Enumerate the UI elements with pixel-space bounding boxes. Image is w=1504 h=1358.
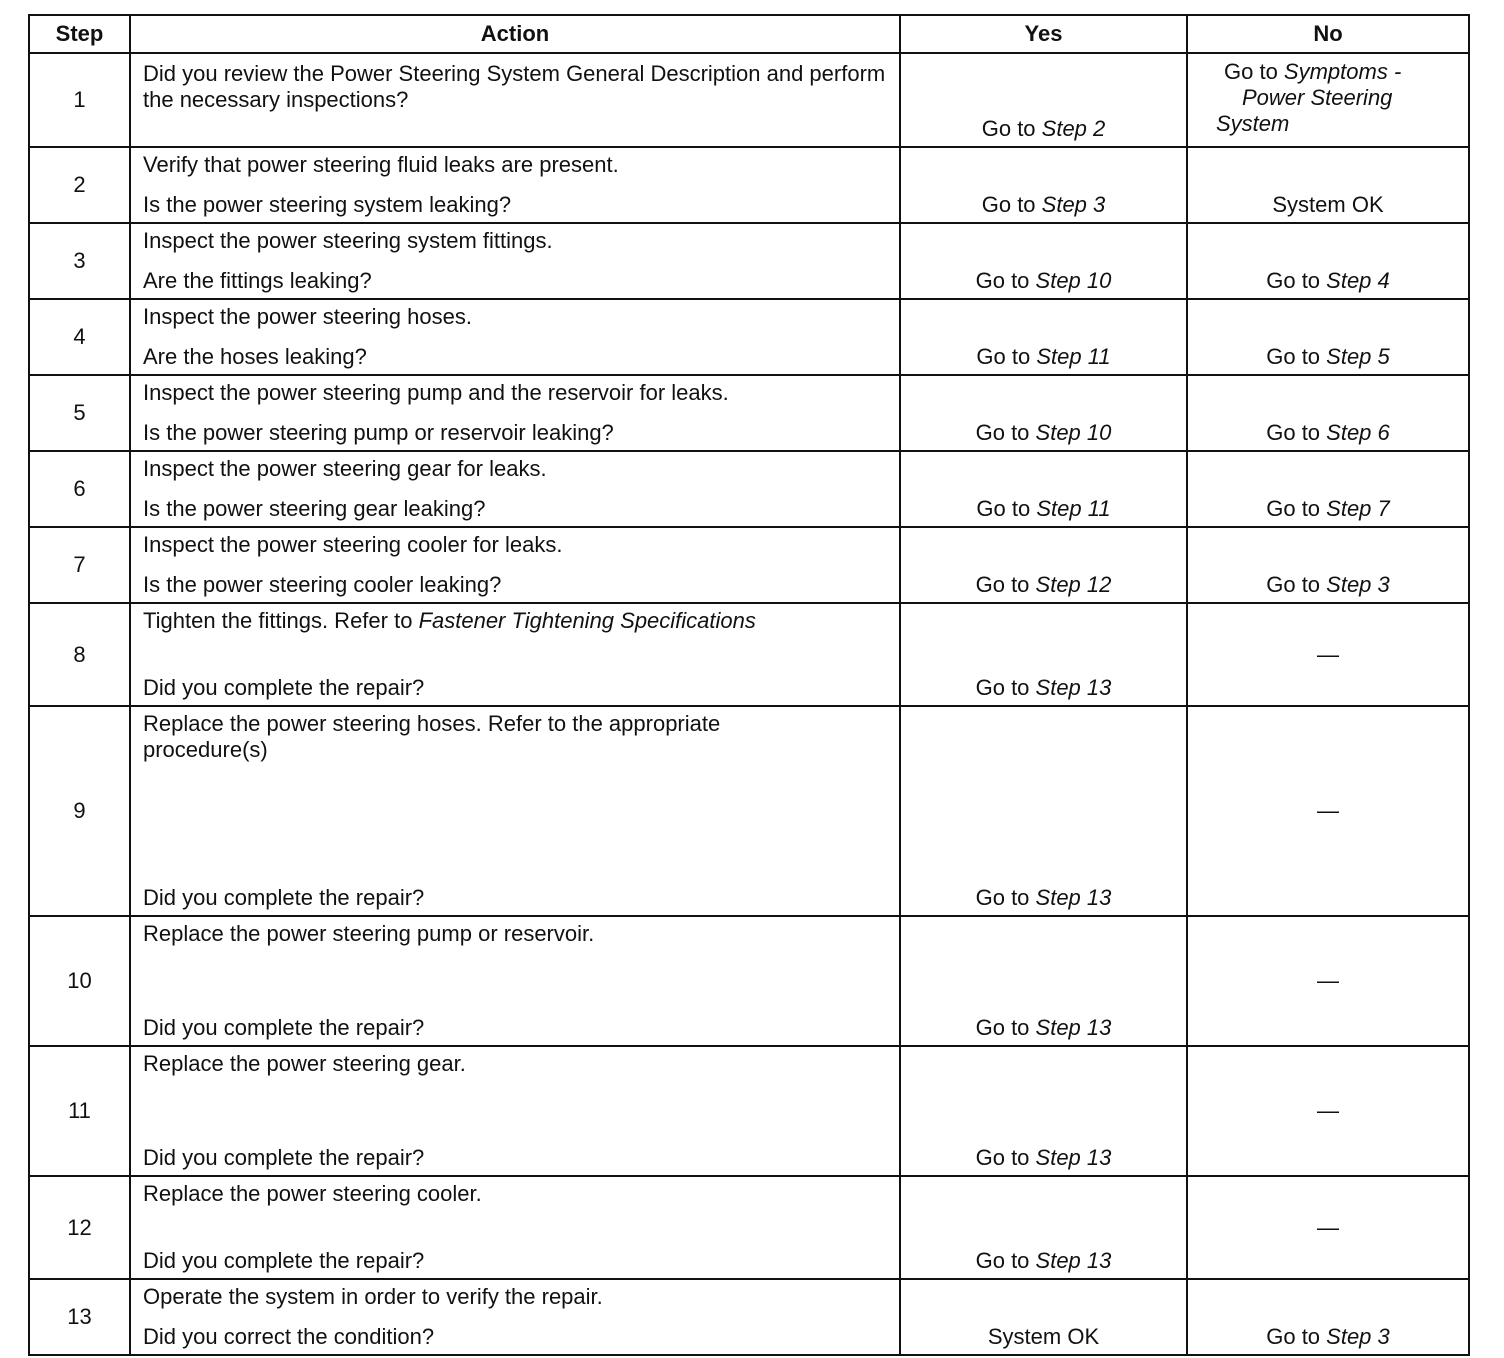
action-text: Inspect the power steering gear for leaks.	[143, 456, 547, 481]
step-number: 7	[29, 527, 130, 603]
table-row	[29, 706, 1469, 916]
yes-prefix: Go to	[975, 420, 1036, 445]
yes-cell	[900, 603, 1187, 706]
action-text: Did you review the Power Steering System General Description and perform the necessary inspections?	[143, 61, 886, 112]
action-question: Did you complete the repair?	[143, 1015, 425, 1040]
header-no: No	[1187, 15, 1469, 53]
no-cell	[1187, 706, 1469, 916]
fastener-spec-link[interactable]: Fastener Tightening Specifications	[418, 608, 756, 633]
table-row	[29, 1176, 1469, 1279]
no-link-symptoms[interactable]: Symptoms -	[1283, 59, 1402, 84]
header-action: Action	[130, 15, 900, 53]
no-cell	[1187, 375, 1469, 451]
no-step-link[interactable]: Step 3	[1326, 1324, 1390, 1349]
action-cell	[130, 603, 900, 706]
yes-prefix: Go to	[976, 344, 1037, 369]
no-dash: —	[1317, 1214, 1339, 1240]
yes-cell	[900, 375, 1187, 451]
yes-prefix: Go to	[981, 116, 1042, 141]
action-cell	[130, 916, 900, 1046]
action-cell	[130, 375, 900, 451]
yes-prefix: Go to	[976, 496, 1037, 521]
action-question: Are the hoses leaking?	[143, 344, 367, 369]
no-step-link[interactable]: Step 3	[1326, 572, 1390, 597]
action-text: Operate the system in order to verify the repair.	[143, 1284, 603, 1309]
step-number: 2	[29, 147, 130, 223]
no-text: System OK	[1272, 192, 1384, 217]
no-prefix: Go to	[1266, 420, 1327, 445]
step-number: 12	[29, 1176, 130, 1279]
action-cell	[130, 223, 900, 299]
no-cell	[1187, 1279, 1469, 1355]
no-step-link[interactable]: Step 4	[1326, 268, 1390, 293]
step-number: 8	[29, 603, 130, 706]
yes-prefix: Go to	[981, 192, 1042, 217]
action-question: Did you complete the repair?	[143, 675, 425, 700]
table-row	[29, 451, 1469, 527]
table-row	[29, 375, 1469, 451]
action-text: Tighten the fittings. Refer to	[143, 608, 419, 633]
no-cell	[1187, 1176, 1469, 1279]
yes-prefix: Go to	[975, 1145, 1036, 1170]
action-question: Is the power steering cooler leaking?	[143, 572, 502, 597]
yes-cell	[900, 147, 1187, 223]
no-link-system[interactable]: System	[1216, 111, 1290, 136]
action-cell	[130, 706, 900, 916]
yes-cell	[900, 1279, 1187, 1355]
yes-step-link[interactable]: Step 13	[1035, 675, 1112, 700]
action-cell	[130, 451, 900, 527]
yes-prefix: Go to	[975, 885, 1036, 910]
header-step: Step	[29, 15, 130, 53]
no-prefix: Go to	[1266, 1324, 1327, 1349]
no-step-link[interactable]: Step 7	[1326, 496, 1390, 521]
yes-prefix: Go to	[975, 675, 1036, 700]
table-row	[29, 603, 1469, 706]
yes-step-link[interactable]: Step 11	[1036, 496, 1111, 521]
step-number: 13	[29, 1279, 130, 1355]
no-dash: —	[1317, 968, 1339, 993]
no-dash: —	[1317, 1098, 1339, 1123]
action-text: Inspect the power steering hoses.	[143, 304, 472, 329]
no-cell	[1187, 603, 1469, 706]
header-yes: Yes	[900, 15, 1187, 53]
yes-step-link[interactable]: Step 10	[1035, 268, 1112, 293]
action-text: Verify that power steering fluid leaks are present.	[143, 152, 619, 177]
action-question: Did you complete the repair?	[143, 885, 425, 910]
table-row	[29, 53, 1469, 147]
yes-cell	[900, 527, 1187, 603]
no-link-power-steering[interactable]: Power Steering	[1242, 85, 1393, 110]
table-row	[29, 223, 1469, 299]
action-cell	[130, 299, 900, 375]
step-number: 1	[29, 53, 130, 147]
no-prefix: Go to	[1266, 268, 1327, 293]
action-question: Did you complete the repair?	[143, 1248, 425, 1273]
yes-step-link[interactable]: Step 13	[1035, 1145, 1112, 1170]
action-text: Replace the power steering cooler.	[143, 1181, 482, 1206]
action-question: Are the fittings leaking?	[143, 268, 372, 293]
action-cell	[130, 1279, 900, 1355]
table-row	[29, 1279, 1469, 1355]
no-cell	[1187, 451, 1469, 527]
action-cell	[130, 53, 900, 147]
action-question: Did you correct the condition?	[143, 1324, 435, 1349]
no-step-link[interactable]: Step 5	[1326, 344, 1390, 369]
action-text: Inspect the power steering pump and the reservoir for leaks.	[143, 380, 729, 405]
action-text: Inspect the power steering system fittings.	[143, 228, 553, 253]
no-cell	[1187, 223, 1469, 299]
action-cell	[130, 147, 900, 223]
no-cell	[1187, 527, 1469, 603]
yes-prefix: Go to	[975, 268, 1036, 293]
yes-cell	[900, 706, 1187, 916]
yes-step-link[interactable]: Step 2	[1041, 116, 1106, 141]
yes-cell	[900, 451, 1187, 527]
yes-cell	[900, 223, 1187, 299]
yes-step-link[interactable]: Step 12	[1035, 572, 1112, 597]
no-prefix: Go to	[1224, 59, 1284, 84]
step-number: 9	[29, 706, 130, 916]
step-number: 10	[29, 916, 130, 1046]
table-row	[29, 527, 1469, 603]
action-question: Is the power steering gear leaking?	[143, 496, 486, 521]
action-text: Replace the power steering pump or reservoir.	[143, 921, 595, 946]
table-row	[29, 299, 1469, 375]
yes-step-link[interactable]: Step 10	[1035, 420, 1112, 445]
no-cell	[1187, 299, 1469, 375]
yes-prefix: Go to	[975, 1248, 1036, 1273]
no-prefix: Go to	[1266, 572, 1327, 597]
yes-step-link[interactable]: Step 13	[1035, 885, 1112, 910]
action-text: Inspect the power steering cooler for leaks.	[143, 532, 563, 557]
yes-step-link[interactable]: Step 3	[1041, 192, 1106, 217]
yes-step-link[interactable]: Step 13	[1035, 1015, 1112, 1040]
no-dash: —	[1317, 641, 1339, 667]
step-number: 5	[29, 375, 130, 451]
yes-cell	[900, 916, 1187, 1046]
action-cell	[130, 1176, 900, 1279]
yes-step-link[interactable]: Step 13	[1035, 1248, 1112, 1273]
table-row	[29, 147, 1469, 223]
yes-cell	[900, 299, 1187, 375]
table-row	[29, 1046, 1469, 1176]
step-number: 11	[29, 1046, 130, 1176]
no-prefix: Go to	[1266, 344, 1327, 369]
action-cell	[130, 527, 900, 603]
yes-prefix: Go to	[975, 572, 1036, 597]
yes-step-link[interactable]: Step 11	[1036, 344, 1111, 369]
no-cell	[1187, 53, 1469, 147]
no-dash: —	[1317, 798, 1339, 823]
yes-cell	[900, 1046, 1187, 1176]
no-step-link[interactable]: Step 6	[1326, 420, 1390, 445]
action-question: Did you complete the repair?	[143, 1145, 425, 1170]
action-question: Is the power steering system leaking?	[143, 192, 512, 217]
action-text: Replace the power steering gear.	[143, 1051, 466, 1076]
action-text: Replace the power steering hoses. Refer to the appropriate procedure(s)	[143, 711, 721, 762]
header-row	[29, 15, 1469, 53]
action-cell	[130, 1046, 900, 1176]
table-row	[29, 916, 1469, 1046]
no-cell	[1187, 916, 1469, 1046]
yes-text: System OK	[987, 1324, 1100, 1349]
step-number: 3	[29, 223, 130, 299]
no-prefix: Go to	[1266, 496, 1327, 521]
step-number: 4	[29, 299, 130, 375]
diagnostic-table	[28, 14, 1470, 1356]
yes-prefix: Go to	[975, 1015, 1036, 1040]
action-question: Is the power steering pump or reservoir leaking?	[143, 420, 614, 445]
step-number: 6	[29, 451, 130, 527]
yes-cell	[900, 53, 1187, 147]
no-cell	[1187, 147, 1469, 223]
no-cell	[1187, 1046, 1469, 1176]
yes-cell	[900, 1176, 1187, 1279]
